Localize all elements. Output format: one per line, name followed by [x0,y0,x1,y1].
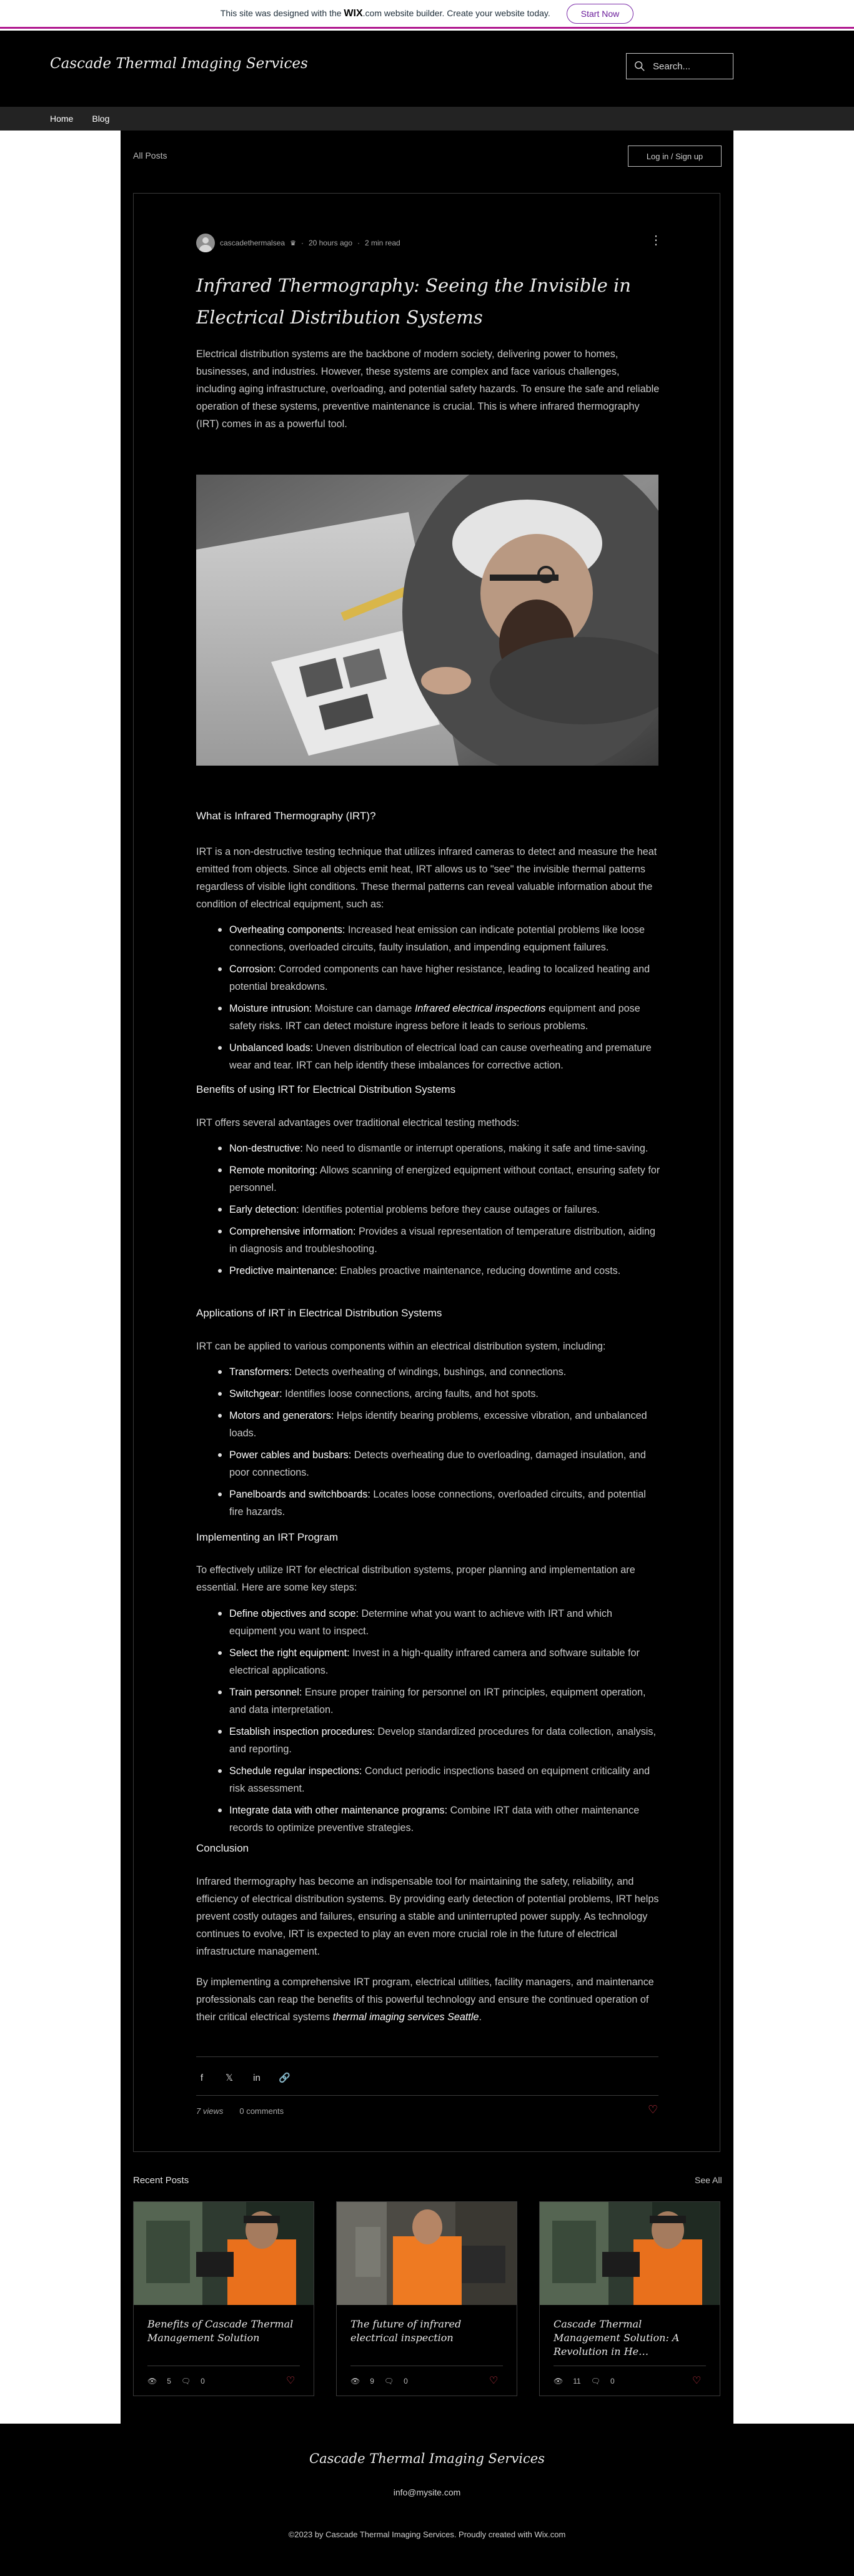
recent-post-image [540,2202,720,2305]
wix-logo: WIX [344,7,363,19]
recent-post-card[interactable] [336,2201,517,2396]
heart-icon[interactable]: ♡ [286,2376,295,2386]
separator-dot: · [300,239,304,247]
site-title[interactable]: Cascade Thermal Imaging Services [50,56,308,72]
recent-post-title[interactable]: Benefits of Cascade Thermal Management Solution [147,2318,294,2344]
heart-icon[interactable]: ♡ [692,2376,702,2386]
heading-benefits: Benefits of using IRT for Electrical Distribution Systems [196,1083,456,1095]
eye-icon: 👁 [147,2377,157,2386]
recent-post-meta [147,2377,205,2386]
wix-banner-text: This site was designed with the WIX.com website builder. Create your website today. [220,7,550,19]
eye-icon: 👁 [350,2377,360,2386]
article-title: Infrared Thermography: Seeing the Invisible in Electrical Distribution Systems [196,275,631,328]
comments-count: 0 [610,2377,615,2386]
author-row [196,233,400,253]
separator-dot: · [357,239,360,247]
list-item: Switchgear: Identifies loose connections, arcing faults, and hot spots. [196,1385,661,1403]
recent-post-image [337,2202,517,2305]
list-item: Moisture intrusion: Moisture can damage Infrared electrical inspections equipment and pose safety risks. IRT can detect moisture ingress before it leads to serious problems. [196,1000,661,1035]
list-item: Non-destructive: No need to dismantle or interrupt operations, making it safe and time-saving. [196,1140,661,1157]
wix-banner [0,0,854,29]
list-item: Train personnel: Ensure proper training for personnel on IRT principles, equipment operation, and data interpretation. [196,1684,661,1719]
list-item: Corrosion: Corroded components can have higher resistance, leading to localized heating and potential breakdowns. [196,960,661,995]
comment-icon: 🗨 [181,2377,191,2386]
read-time: 2 min read [365,239,400,247]
list-item: Integrate data with other maintenance programs: Combine IRT data with other maintenance records to optimize preventive strategies. [196,1802,661,1837]
heading-implementing: Implementing an IRT Program [196,1531,339,1543]
facebook-icon[interactable]: f [200,2072,204,2083]
implementing-paragraph: To effectively utilize IRT for electrical distribution systems, proper planning and implementation are essential. Here are some key steps: [196,1564,635,1593]
all-posts-link[interactable]: All Posts [133,151,167,160]
views-count: 7 views [196,2106,224,2116]
comment-icon: 🗨 [590,2377,600,2386]
site-header [0,31,854,107]
what-list [196,921,661,1078]
search-input[interactable] [653,61,722,72]
linkedin-icon[interactable]: in [253,2072,261,2083]
recent-post-meta [350,2377,408,2386]
twitter-icon[interactable]: 𝕏 [225,2073,234,2083]
site-footer [0,2424,854,2576]
recent-post-title[interactable]: The future of infrared electrical inspection [350,2318,462,2344]
list-item: Motors and generators: Helps identify bearing problems, excessive vibration, and unbalanced loads. [196,1407,661,1442]
list-item: Establish inspection procedures: Develop standardized procedures for data collection, analysis, and reporting. [196,1723,661,1758]
recent-post-card[interactable] [539,2201,720,2396]
comment-icon: 🗨 [384,2377,394,2386]
implementing-list [196,1605,661,1841]
link-icon[interactable]: 🔗 [279,2073,290,2083]
nav-blog[interactable]: Blog [92,114,110,124]
recent-post-title[interactable]: Cascade Thermal Management Solution: A Revolution in He… [554,2318,680,2357]
applications-paragraph: IRT can be applied to various components within an electrical distribution system, including: [196,1341,606,1352]
search-box[interactable] [626,53,733,79]
recent-post-card[interactable] [133,2201,314,2396]
conclusion-paragraph-2: By implementing a comprehensive IRT program, electrical utilities, facility managers, and maintenance professionals can reap the benefits of this powerful technology and ensure the continued operation of their critical electrical systems thermal imaging services Seattle. [196,1976,654,2023]
list-item: Unbalanced loads: Uneven distribution of electrical load can cause overheating and premature wear and tear. IRT can help identify these imbalances for corrective action. [196,1039,661,1074]
see-all-link[interactable]: See All [695,2175,722,2185]
divider [196,2095,658,2096]
heart-icon[interactable]: ♡ [489,2376,499,2386]
heading-conclusion: Conclusion [196,1842,249,1854]
list-item: Predictive maintenance: Enables proactive maintenance, reducing downtime and costs. [196,1262,661,1280]
heading-what-is-irt: What is Infrared Thermography (IRT)? [196,810,376,822]
list-item: Transformers: Detects overheating of windings, bushings, and connections. [196,1363,661,1381]
list-item: Panelboards and switchboards: Locates loose connections, overloaded circuits, and potential fire hazards. [196,1486,661,1521]
comments-count: 0 [404,2377,408,2386]
hero-image [196,475,658,766]
author-name[interactable]: cascadethermalsea [220,239,285,247]
views-count: 5 [167,2377,171,2386]
conclusion-paragraph-1: Infrared thermography has become an indispensable tool for maintaining the safety, reliability, and efficiency of electrical distribution systems. By providing early detection of potential problems, IRT helps prevent costly outages and failures, ensuring a stable and uninterrupted power supply. As technology continues to evolve, IRT is expected to play an even more crucial role in the future of electrical infrastructure management. [196,1876,659,1957]
heart-icon[interactable]: ♡ [648,2103,658,2116]
start-now-button[interactable]: Start Now [567,4,633,24]
applications-list [196,1363,661,1525]
avatar[interactable] [196,234,215,252]
comments-count: 0 [201,2377,205,2386]
search-icon [634,61,645,72]
nav-home[interactable]: Home [50,114,74,124]
more-vertical-icon[interactable]: ⋮ [650,234,662,247]
views-count: 9 [370,2377,374,2386]
inline-link-thermal-imaging-seattle[interactable]: thermal imaging services Seattle [332,2011,479,2023]
benefits-paragraph: IRT offers several advantages over traditional electrical testing methods: [196,1117,520,1128]
list-item: Select the right equipment: Invest in a high-quality infrared camera and software suitable for electrical applications. [196,1644,661,1679]
admin-crown-icon: ♛ [290,239,296,247]
heading-applications: Applications of IRT in Electrical Distribution Systems [196,1307,442,1319]
footer-email[interactable]: info@mysite.com [393,2487,461,2497]
inline-link-infrared-inspections[interactable]: Infrared electrical inspections [414,1003,546,1014]
list-item: Remote monitoring: Allows scanning of energized equipment without contact, ensuring safety for personnel. [196,1162,661,1197]
post-time: 20 hours ago [308,239,352,247]
list-item: Schedule regular inspections: Conduct periodic inspections based on equipment criticality and risk assessment. [196,1762,661,1797]
list-item: Overheating components: Increased heat emission can indicate potential problems like loose connections, overloaded circuits, faulty insulation, and impending equipment failures. [196,921,661,956]
login-signup-button[interactable]: Log in / Sign up [628,146,722,167]
recent-posts-title: Recent Posts [133,2175,189,2186]
post-stats [196,2106,284,2116]
site-nav [0,107,854,131]
footer-title: Cascade Thermal Imaging Services [309,2451,545,2466]
benefits-list [196,1140,661,1284]
list-item: Comprehensive information: Provides a visual representation of temperature distribution, aiding in diagnosis and troubleshooting. [196,1223,661,1258]
intro-paragraph: Electrical distribution systems are the backbone of modern society, delivering power to homes, businesses, and industries. However, these systems are complex and face various challenges, including aging infrastructure, overloading, and potential safety hazards. To ensure the safe and reliable operation of these systems, preventive maintenance is crucial. This is where infrared thermography (IRT) comes in as a powerful tool. [196,348,660,430]
comments-count[interactable]: 0 comments [239,2106,284,2116]
what-paragraph: IRT is a non-destructive testing technique that utilizes infrared cameras to detect and measure the heat emitted from objects. Since all objects emit heat, IRT allows us to "see" the invisible thermal patterns regardless of visible light conditions. These thermal patterns can reveal valuable information about the condition of electrical equipment, such as: [196,846,657,910]
list-item: Define objectives and scope: Determine what you want to achieve with IRT and which equipment you want to inspect. [196,1605,661,1640]
divider [196,2056,658,2057]
footer-copyright: ©2023 by Cascade Thermal Imaging Services. Proudly created with Wix.com [288,2530,566,2539]
share-row [196,2072,290,2083]
eye-icon: 👁 [554,2377,564,2386]
recent-post-image [134,2202,314,2305]
list-item: Power cables and busbars: Detects overheating due to overloading, damaged insulation, and poor connections. [196,1446,661,1481]
list-item: Early detection: Identifies potential problems before they cause outages or failures. [196,1201,661,1218]
views-count: 11 [573,2377,581,2386]
recent-post-meta [554,2377,615,2386]
